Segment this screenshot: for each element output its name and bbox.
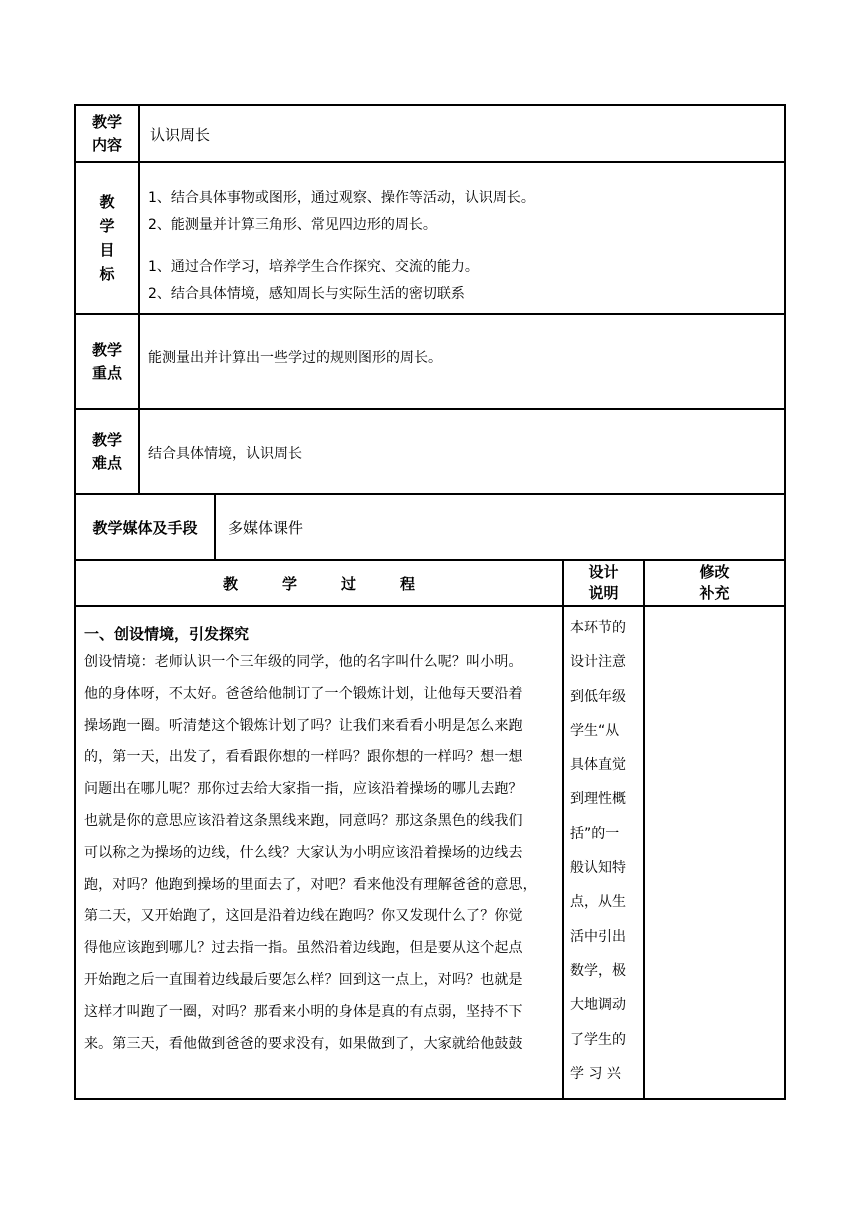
process-header-char: 程 <box>400 574 416 593</box>
process-header-char: 学 <box>281 574 297 593</box>
lesson-plan-table <box>74 104 786 1100</box>
objective-ability-2: 2、结合具体情境，感知周长与实际生活的密切联系 <box>148 286 465 302</box>
objective-ability-1: 1、通过合作学习，培养学生合作探究、交流的能力。 <box>148 259 479 275</box>
objectives-label-char: 学 <box>99 217 115 235</box>
revision-header-line: 修改 <box>699 563 730 581</box>
process-body-row <box>76 607 784 1098</box>
design-note-line: 本环节的 <box>570 620 626 636</box>
objectives-label-char: 目 <box>99 241 115 259</box>
design-note-line: 学生“从 <box>570 722 620 739</box>
process-line: 第二天，又开始跑了，这回是沿着边线在跑吗？你又发现什么了？你觉 <box>84 908 523 925</box>
process-line: 这样才叫跑了一圈，对吗？那看来小明的身体是真的有点弱，坚持不下 <box>84 1003 523 1020</box>
content-label-line: 教学 <box>91 112 122 131</box>
difficulties-label-line: 教学 <box>91 430 122 449</box>
key-points-row <box>76 315 784 410</box>
process-header-row <box>76 561 784 607</box>
design-note-line: 到理性概 <box>570 791 626 808</box>
design-notes-header <box>564 561 645 605</box>
objectives-label-char: 教 <box>99 193 115 211</box>
content-label <box>76 106 140 161</box>
design-notes-cell <box>564 607 645 1098</box>
design-header-line: 说明 <box>588 584 619 602</box>
revision-cell <box>645 607 784 1098</box>
design-notes <box>570 611 638 1091</box>
key-points-label-line: 教学 <box>91 340 122 359</box>
objective-knowledge-2: 2、能测量并计算三角形、常见四边形的周长。 <box>148 217 437 233</box>
process-line: 开始跑之后一直围着边线最后要怎么样？回到这一点上，对吗？也就是 <box>84 971 523 988</box>
process-line: 得他应该跑到哪儿？过去指一指。虽然沿着边线跑，但是要从这个起点 <box>84 940 523 957</box>
design-note-line: 点，从生 <box>570 894 626 911</box>
design-header-line: 设计 <box>588 563 619 581</box>
process-header <box>76 561 564 605</box>
difficulties-row <box>76 410 784 495</box>
key-points-value: 能测量出并计算出一些学过的规则图形的周长。 <box>148 350 442 366</box>
process-line: 可以称之为操场的边线，什么线？大家认为小明应该沿着操场的边线去 <box>84 844 523 861</box>
process-line: 跑，对吗？他跑到操场的里面去了，对吧？看来他没有理解爸爸的意思， <box>84 876 537 893</box>
design-note-line: 了学生的 <box>570 1031 626 1048</box>
media-value: 多媒体课件 <box>228 519 304 537</box>
key-points-label <box>76 315 140 408</box>
design-note-line: 具体直觉 <box>570 757 626 774</box>
process-line: 问题出在哪儿呢？那你过去给大家指一指，应该沿着操场的哪儿去跑？ <box>84 781 523 798</box>
process-line: 创设情境：老师认识一个三年级的同学，他的名字叫什么呢？叫小明。 <box>84 654 523 670</box>
objectives-label <box>76 163 140 313</box>
design-note-line: 设计注意 <box>570 654 626 671</box>
design-note-line: 到低年级 <box>570 688 626 705</box>
design-note-line: 学 习 兴 <box>570 1065 621 1082</box>
objectives-label-char: 标 <box>99 265 115 283</box>
design-note-line: 数学，极 <box>570 962 626 979</box>
process-line: 他的身体呀，不太好。爸爸给他制订了一个锻炼计划，让他每天要沿着 <box>84 685 523 702</box>
difficulties-value: 结合具体情境，认识周长 <box>148 446 302 462</box>
process-line: 来。第三天，看他做到爸爸的要求没有，如果做到了，大家就给他鼓鼓 <box>84 1035 523 1052</box>
process-cell <box>76 607 564 1098</box>
revision-header <box>645 561 784 605</box>
design-note-line: 般认知特 <box>570 860 626 877</box>
process-header-char: 过 <box>341 574 357 593</box>
process-line: 的，第一天，出发了，看看跟你想的一样吗？跟你想的一样吗？想一想 <box>84 749 523 766</box>
content-label-line: 内容 <box>91 135 122 154</box>
revision-header-line: 补充 <box>699 584 730 602</box>
process-line: 操场跑一圈。听清楚这个锻炼计划了吗？让我们来看看小明是怎么来跑 <box>84 717 523 734</box>
process-line: 也就是你的意思应该沿着这条黑线来跑，同意吗？那这条黑色的线我们 <box>84 812 523 829</box>
difficulties-label-line: 难点 <box>91 453 122 472</box>
media-label: 教学媒体及手段 <box>76 495 216 559</box>
process-text <box>84 621 554 1060</box>
process-section-title: 一、创设情境，引发探究 <box>84 625 250 643</box>
content-value: 认识周长 <box>150 126 211 144</box>
content-row <box>76 106 784 163</box>
media-row <box>76 495 784 561</box>
key-points-label-line: 重点 <box>91 363 122 382</box>
design-note-line: 活中引出 <box>570 928 626 945</box>
design-note-line: 大地调动 <box>570 997 626 1014</box>
objectives-row <box>76 163 784 315</box>
difficulties-label <box>76 410 140 493</box>
process-header-char: 教 <box>222 574 238 593</box>
objective-knowledge-1: 1、结合具体事物或图形，通过观察、操作等活动，认识周长。 <box>148 190 535 206</box>
design-note-line: 括”的一 <box>570 825 620 842</box>
